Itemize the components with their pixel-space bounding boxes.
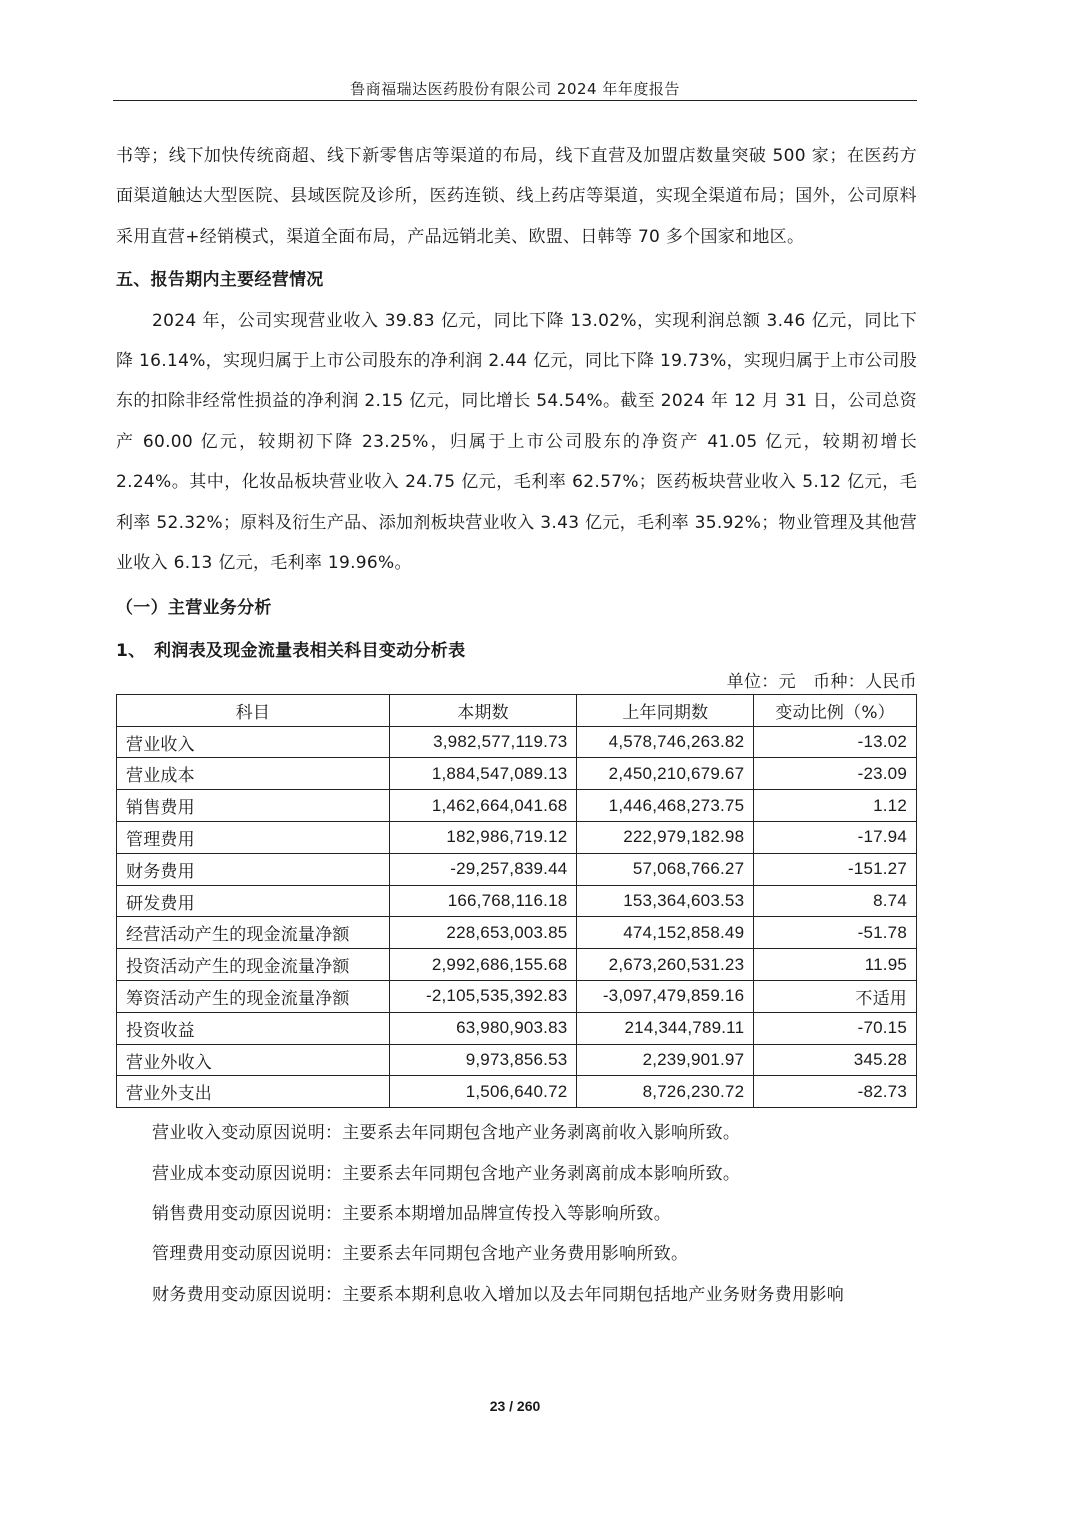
operations-summary-paragraph: 2024 年，公司实现营业收入 39.83 亿元，同比下降 13.02%，实现利润总额 3.46 亿元，同比下降 16.14%，实现归属于上市公司股东的净利润 2.44 亿元，同比下降 19.73%，实现归属于上市公司股东的扣除非经常性损益的净利润 2.15 亿元，同比增长 54.54%。截至 2024 年 12 月 31 日，公司总资产 60.00 亿元，较期初下降 23.25%，归属于上市公司股东的净资产 41.05 亿元，较期初增长 2.24%。其中，化妆品板块营业收入 24.75 亿元，毛利率 62.57%；医药板块营业收入 5.12 亿元，毛利率 52.32%；原料及衍生产品、添加剂板块营业收入 3.43 亿元，毛利率 35.92%；物业管理及其他营业收入 6.13 亿元，毛利率 19.96%。 [116,310,917,574]
table-row [117,1012,917,1044]
table-row [117,949,917,981]
change-ratio: 11.95 [754,949,917,981]
prior-value: 4,578,746,263.82 [577,726,754,758]
current-value: 9,973,856.53 [389,1044,577,1076]
change-explanations [116,1113,917,1315]
table-row [117,790,917,822]
page-content [116,136,917,1315]
table-row [117,758,917,790]
table-section-title: 利润表及现金流量表相关科目变动分析表 [154,640,466,661]
prior-value: 57,068,766.27 [577,853,754,885]
note-finance-expense: 财务费用变动原因说明：主要系本期利息收入增加以及去年同期包括地产业务财务费用影响 [152,1284,844,1305]
row-label: 营业外支出 [117,1076,390,1108]
row-label: 投资活动产生的现金流量净额 [117,949,390,981]
change-ratio: 不适用 [754,981,917,1013]
prior-value: -3,097,479,859.16 [577,981,754,1013]
table-section-heading [116,632,917,670]
header-current-period: 本期数 [389,694,577,726]
change-ratio: -13.02 [754,726,917,758]
table-row [117,853,917,885]
table-row [117,1076,917,1108]
table-row [117,917,917,949]
unit-currency-line: 单位：元 币种：人民币 [726,671,917,692]
intro-paragraph: 书等；线下加快传统商超、线下新零售店等渠道的布局，线下直营及加盟店数量突破 500 家；在医药方面渠道触达大型医院、县域医院及诊所，医药连锁、线上药店等渠道，实现全渠道布局；国外，公司原料采用直营+经销模式，渠道全面布局，产品远销北美、欧盟、日韩等 70 多个国家和地区。 [116,146,917,247]
change-ratio: 1.12 [754,790,917,822]
table-row [117,726,917,758]
change-ratio: -17.94 [754,822,917,854]
note-revenue: 营业收入变动原因说明：主要系去年同期包含地产业务剥离前收入影响所致。 [152,1123,741,1144]
change-ratio: -70.15 [754,1012,917,1044]
prior-value: 474,152,858.49 [577,917,754,949]
note-selling-expense: 销售费用变动原因说明：主要系本期增加品牌宣传投入等影响所致。 [152,1204,671,1225]
table-section-number: 1、 [116,640,146,661]
current-value: 2,992,686,155.68 [389,949,577,981]
change-ratio: -23.09 [754,758,917,790]
row-label: 财务费用 [117,853,390,885]
financial-change-table [116,694,917,1108]
header-item: 科目 [117,694,390,726]
header-change-ratio: 变动比例（%） [754,694,917,726]
row-label: 营业外收入 [117,1044,390,1076]
row-label: 营业收入 [117,726,390,758]
table-row [117,885,917,917]
change-ratio: 8.74 [754,885,917,917]
prior-value: 2,450,210,679.67 [577,758,754,790]
row-label: 经营活动产生的现金流量净额 [117,917,390,949]
note-admin-expense: 管理费用变动原因说明：主要系去年同期包含地产业务费用影响所致。 [152,1244,689,1265]
row-label: 管理费用 [117,822,390,854]
prior-value: 153,364,603.53 [577,885,754,917]
prior-value: 214,344,789.11 [577,1012,754,1044]
prior-value: 222,979,182.98 [577,822,754,854]
table-row [117,1044,917,1076]
table-header-row [117,694,917,726]
section-heading-5: 五、报告期内主要经营情况 [116,270,324,291]
prior-value: 1,446,468,273.75 [577,790,754,822]
current-value: -2,105,535,392.83 [389,981,577,1013]
change-ratio: -151.27 [754,853,917,885]
table-row [117,981,917,1013]
current-value: 1,884,547,089.13 [389,758,577,790]
row-label: 营业成本 [117,758,390,790]
change-ratio: -51.78 [754,917,917,949]
header-divider [113,100,917,101]
current-value: 63,980,903.83 [389,1012,577,1044]
change-ratio: -82.73 [754,1076,917,1108]
prior-value: 8,726,230.72 [577,1076,754,1108]
current-value: 1,462,664,041.68 [389,790,577,822]
change-ratio: 345.28 [754,1044,917,1076]
row-label: 研发费用 [117,885,390,917]
report-header-title: 鲁商福瑞达医药股份有限公司 2024 年年度报告 [350,80,680,98]
prior-value: 2,239,901.97 [577,1044,754,1076]
page-number: 23 / 260 [489,1398,541,1414]
current-value: 3,982,577,119.73 [389,726,577,758]
table-row [117,822,917,854]
prior-value: 2,673,260,531.23 [577,949,754,981]
current-value: 228,653,003.85 [389,917,577,949]
subsection-heading: （一）主营业务分析 [116,598,272,619]
header-prior-period: 上年同期数 [577,694,754,726]
note-cost: 营业成本变动原因说明：主要系去年同期包含地产业务剥离前成本影响所致。 [152,1163,741,1184]
current-value: -29,257,839.44 [389,853,577,885]
current-value: 166,768,116.18 [389,885,577,917]
current-value: 1,506,640.72 [389,1076,577,1108]
row-label: 投资收益 [117,1012,390,1044]
row-label: 销售费用 [117,790,390,822]
row-label: 筹资活动产生的现金流量净额 [117,981,390,1013]
current-value: 182,986,719.12 [389,822,577,854]
